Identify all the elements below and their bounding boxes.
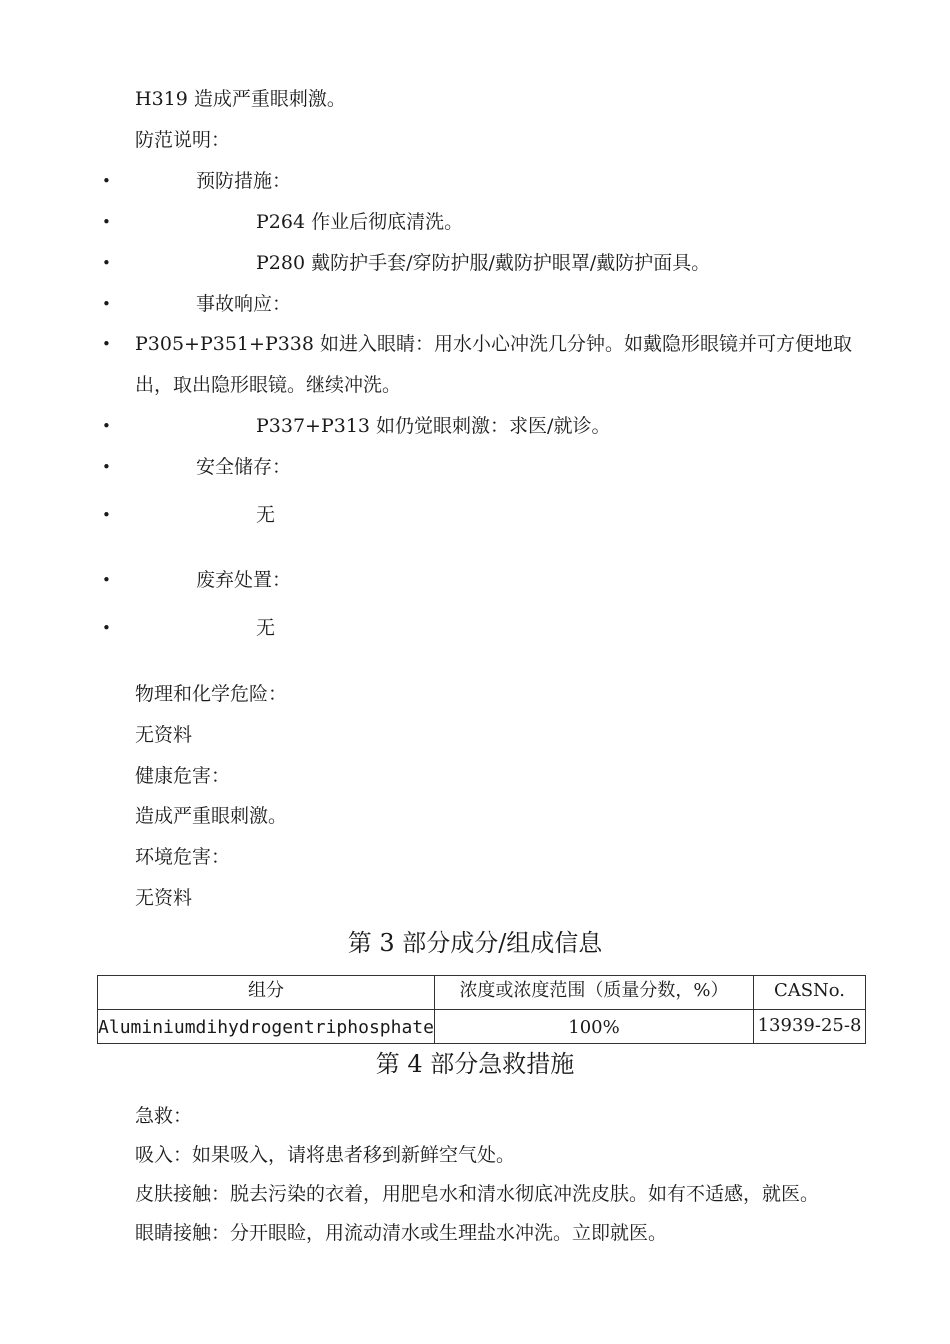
table-header-cell: CASNo. <box>754 976 866 1010</box>
bullet: • <box>102 335 111 353</box>
skin-text: 皮肤接触：脱去污染的衣着，用肥皂水和清水彻底冲洗皮肤。如有不适感，就医。 <box>135 1183 820 1205</box>
bullet: • <box>102 619 111 637</box>
bullet: • <box>102 458 111 476</box>
health-value: 造成严重眼刺激。 <box>135 805 288 827</box>
section3-heading: 第 3 部分成分/组成信息 <box>347 929 603 957</box>
section4-heading: 第 4 部分急救措施 <box>375 1050 575 1078</box>
prevention-title: 预防措施： <box>196 170 292 192</box>
physchem-value: 无资料 <box>135 724 193 746</box>
storage-title: 安全储存： <box>196 456 292 478</box>
eye-text: 眼睛接触：分开眼睑，用流动清水或生理盐水冲洗。立即就医。 <box>135 1222 668 1244</box>
table-cell: Aluminiumdihydrogentriphosphate <box>98 1010 435 1044</box>
bullet: • <box>102 172 111 190</box>
line-h319: H319 造成严重眼刺激。 <box>135 88 346 110</box>
storage-value: 无 <box>256 504 276 526</box>
env-title: 环境危害： <box>135 846 231 868</box>
response-title: 事故响应： <box>196 293 292 315</box>
table-cell: 13939-25-8 <box>754 1010 866 1044</box>
table-header-cell: 组分 <box>98 976 435 1010</box>
physchem-title: 物理和化学危险： <box>135 683 288 705</box>
bullet: • <box>102 417 111 435</box>
line-p305-2: 出，取出隐形眼镜。继续冲洗。 <box>135 374 402 396</box>
table-header-row <box>98 976 866 1010</box>
firstaid-title: 急救： <box>135 1105 193 1127</box>
disposal-title: 废弃处置： <box>196 569 292 591</box>
env-value: 无资料 <box>135 887 193 909</box>
bullet: • <box>102 571 111 589</box>
disposal-value: 无 <box>256 617 276 639</box>
precaution-title: 防范说明： <box>135 129 231 151</box>
bullet: • <box>102 295 111 313</box>
health-title: 健康危害： <box>135 765 231 787</box>
line-p264: P264 作业后彻底清洗。 <box>256 211 464 233</box>
composition-table <box>97 975 866 1044</box>
line-p280: P280 戴防护手套/穿防护服/戴防护眼罩/戴防护面具。 <box>256 252 711 274</box>
table-row <box>98 1010 866 1044</box>
bullet: • <box>102 506 111 524</box>
line-p305-1: P305+P351+P338 如进入眼睛：用水小心冲洗几分钟。如戴隐形眼镜并可方便地取 <box>135 333 853 355</box>
bullet: • <box>102 254 111 272</box>
bullet: • <box>102 213 111 231</box>
line-p337: P337+P313 如仍觉眼刺激：求医/就诊。 <box>256 415 611 437</box>
table-header-cell: 浓度或浓度范围（质量分数，%） <box>435 976 754 1010</box>
inhalation-text: 吸入：如果吸入，请将患者移到新鲜空气处。 <box>135 1144 516 1166</box>
table-cell: 100% <box>435 1010 754 1044</box>
